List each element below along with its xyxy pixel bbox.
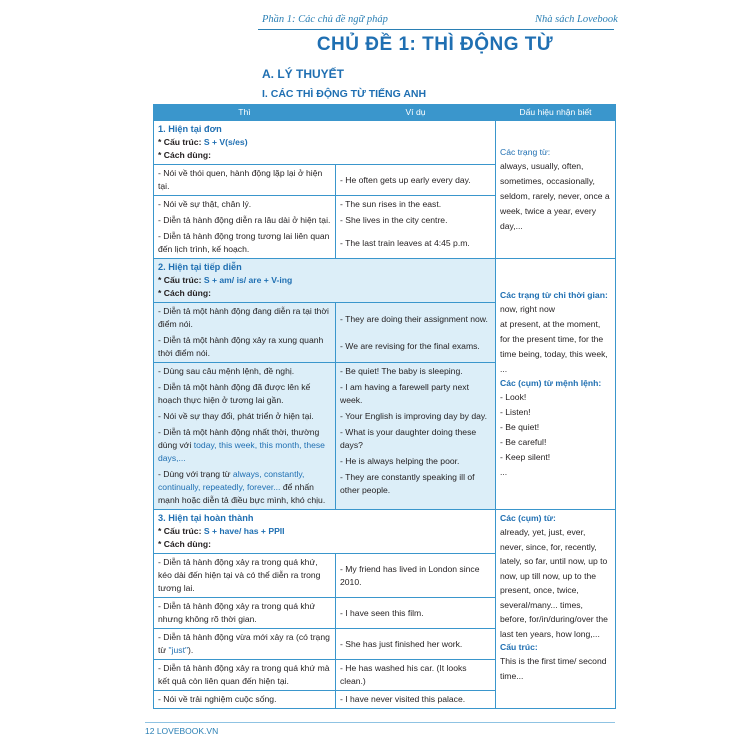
example-item: - The sun rises in the east. <box>340 199 442 209</box>
usage-item: - Diễn tả hành động trong tương lai liên quan đến lịch trình, kế hoạch. <box>158 231 330 254</box>
example-cell: - He often gets up early every day. <box>336 165 496 196</box>
usage-cell: - Diễn tả hành động xảy ra trong quá khứ, kéo dài đến hiện tại và có thể diễn ra trong tương lai. <box>154 554 336 598</box>
group-header-row <box>154 121 616 165</box>
structure-formula: S + am/ is/ are + V-ing <box>203 275 293 285</box>
signal-label: Cấu trúc: <box>500 642 538 652</box>
example-item: - What is your daughter doing these days? <box>340 427 477 450</box>
usage-cell <box>154 303 336 363</box>
usage-highlight: "just" <box>168 645 189 655</box>
example-item: - I am having a farewell party next week. <box>340 382 469 405</box>
col-header-example: Ví dụ <box>336 105 496 121</box>
signal-cell <box>496 121 616 259</box>
usage-cell <box>154 196 336 259</box>
structure-label: * Cấu trúc: <box>158 275 202 285</box>
group-title: 2. Hiện tại tiếp diễn <box>158 262 242 272</box>
header-divider <box>258 29 614 30</box>
usage-text: ). <box>188 645 194 655</box>
usage-label: * Cách dùng: <box>158 539 211 549</box>
group-title: 3. Hiện tại hoàn thành <box>158 513 254 523</box>
usage-cell <box>154 629 336 660</box>
group-header-row <box>154 510 616 554</box>
usage-cell: - Diễn tả hành động xảy ra trong quá khứ nhưng không rõ thời gian. <box>154 598 336 629</box>
usage-highlight: always, constantly, continually, repeatedly, forever... <box>158 469 305 492</box>
table-header-row <box>154 105 616 121</box>
usage-item: - Diễn tả hành động diễn ra lâu dài ở hiện tại. <box>158 215 331 225</box>
usage-item: - Nói về sự thay đổi, phát triển ở hiện tại. <box>158 411 314 421</box>
signal-label: Các (cụm) từ: <box>500 513 556 523</box>
signal-label: Các trạng từ: <box>500 146 551 157</box>
group-header <box>154 510 496 554</box>
group-title: 1. Hiện tại đơn <box>158 124 222 134</box>
example-item: - She lives in the city centre. <box>340 215 448 225</box>
structure-formula: S + have/ has + PPII <box>203 526 285 536</box>
structure-label: * Cấu trúc: <box>158 137 202 147</box>
signal-words: now, right now at present, at the moment, for the present time, for the time being, today, this week, ... <box>500 303 608 374</box>
example-cell <box>336 303 496 363</box>
usage-item: - Nói về sự thật, chân lý. <box>158 199 252 209</box>
usage-cell: - Nói về thói quen, hành động lặp lại ở hiện tại. <box>154 165 336 196</box>
example-item: - Be quiet! The baby is sleeping. <box>340 366 463 376</box>
col-header-tense: Thì <box>154 105 336 121</box>
page-footer: 12 LOVEBOOK.VN <box>145 726 219 736</box>
usage-item: - Diễn tả một hành động xảy ra xung quanh thời điểm nói. <box>158 335 324 358</box>
page-title: CHỦ ĐỀ 1: THÌ ĐỘNG TỪ <box>316 34 554 55</box>
example-item: - They are doing their assignment now. <box>340 313 488 324</box>
signal-cell <box>496 510 616 709</box>
signal-words: already, yet, just, ever, never, since, for, recently, lately, so far, until now, up to now, up till now, up to the present, once, twice, several/many... times, before, for/in/during/over the last ten years, how long,... <box>500 527 608 639</box>
group-header <box>154 121 496 165</box>
running-header-publisher: Nhà sách Lovebook <box>535 14 618 25</box>
tenses-table <box>153 104 616 709</box>
usage-text: - Diễn tả một hành động nhất thời, thường dùng với <box>158 427 320 450</box>
usage-cell <box>154 363 336 510</box>
subsection-heading: I. CÁC THÌ ĐỘNG TỪ TIẾNG ANH <box>262 88 427 100</box>
usage-cell: - Diễn tả hành động xảy ra trong quá khứ mà kết quả còn liên quan đến hiện tại. <box>154 660 336 691</box>
signal-label: Các trạng từ chỉ thời gian: <box>500 289 608 300</box>
section-heading: A. LÝ THUYẾT <box>262 67 345 81</box>
example-cell <box>336 196 496 259</box>
example-item: - The last train leaves at 4:45 p.m. <box>340 238 470 248</box>
usage-label: * Cách dùng: <box>158 150 211 160</box>
usage-item: - Dùng sau câu mệnh lệnh, đề nghị. <box>158 366 295 376</box>
usage-text: - Dùng với trạng từ <box>158 469 233 479</box>
footer-divider <box>145 722 615 723</box>
group-header-row <box>154 259 616 303</box>
group-header <box>154 259 496 303</box>
example-cell: - She has just finished her work. <box>336 629 496 660</box>
example-item: - He is always helping the poor. <box>340 456 460 466</box>
usage-item: - Diễn tả một hành động đang diễn ra tại thời điểm nói. <box>158 306 329 329</box>
signal-words: always, usually, often, sometimes, occasionally, seldom, rarely, never, once a week, twice a year, every day,... <box>500 160 610 231</box>
example-item: - They are constantly speaking ill of other people. <box>340 472 475 495</box>
usage-highlight: today, this week, this month, these days,... <box>158 440 325 463</box>
example-item: - Your English is improving day by day. <box>340 411 487 421</box>
signal-label: Các (cụm) từ mệnh lệnh: <box>500 377 602 388</box>
example-cell <box>336 363 496 510</box>
signal-words: This is the first time/ second time... <box>500 656 607 681</box>
col-header-signal: Dấu hiệu nhận biết <box>496 105 616 121</box>
example-cell: - He has washed his car. (It looks clean.) <box>336 660 496 691</box>
signal-words: - Look! - Listen! - Be quiet! - Be careful! - Keep silent! ... <box>500 391 551 477</box>
example-item: - We are revising for the final exams. <box>340 340 480 351</box>
structure-formula: S + V(s/es) <box>203 137 248 147</box>
usage-item <box>158 426 331 465</box>
example-cell: - I have never visited this palace. <box>336 691 496 709</box>
signal-cell <box>496 259 616 510</box>
example-cell: - My friend has lived in London since 2010. <box>336 554 496 598</box>
usage-cell: - Nói về trải nghiệm cuộc sống. <box>154 691 336 709</box>
example-cell: - I have seen this film. <box>336 598 496 629</box>
running-header-chapter: Phần 1: Các chủ đề ngữ pháp <box>262 14 388 25</box>
usage-label: * Cách dùng: <box>158 288 211 298</box>
usage-text: để nhấn mạnh hoặc diễn tả điều bực mình, khó chịu. <box>158 482 326 505</box>
usage-item <box>158 468 331 507</box>
usage-item: - Diễn tả một hành động đã được lên kế hoạch thực hiện ở tương lai gần. <box>158 382 311 405</box>
structure-label: * Cấu trúc: <box>158 526 202 536</box>
usage-text: - Diễn tả hành động vừa mới xảy ra (có trạng từ <box>158 632 330 655</box>
